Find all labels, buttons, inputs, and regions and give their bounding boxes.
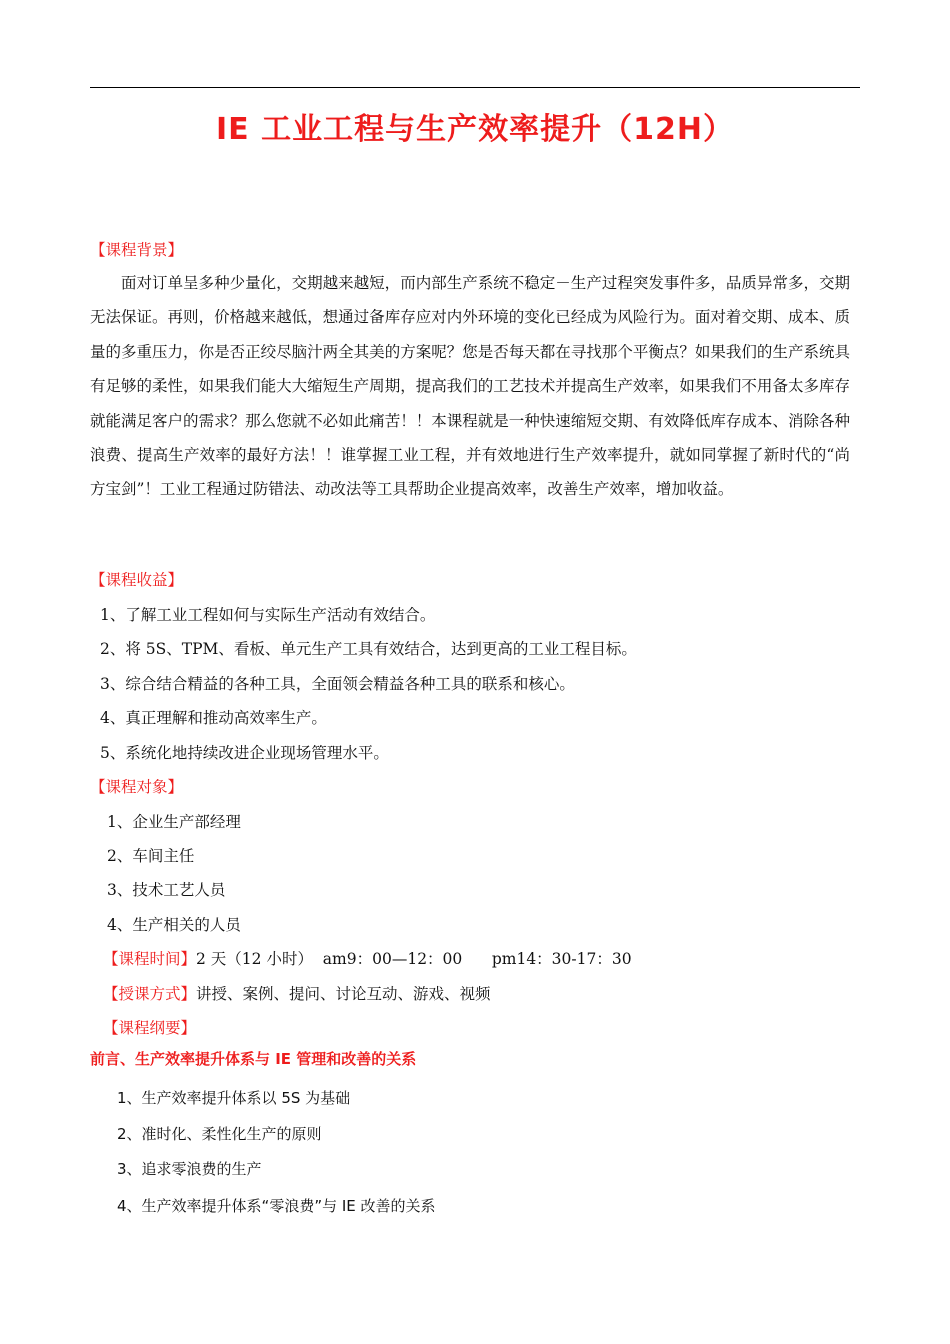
outline-item: 2、准时化、柔性化生产的原则 [117,1125,322,1143]
audience-item: 4、生产相关的人员 [107,916,241,934]
time-heading: 【课程时间】 [103,950,197,968]
method-line [103,982,491,1004]
time-line [103,947,632,969]
benefit-item: 2、将 5S、TPM、看板、单元生产工具有效结合，达到更高的工业工程目标。 [100,640,637,658]
audience-heading: 【课程对象】 [90,778,184,796]
outline-item: 3、追求零浪费的生产 [117,1160,262,1178]
time-value: 2 天（12 小时） am9：00—12：00 pm14：30-17：30 [196,950,632,968]
method-heading: 【授课方式】 [103,985,197,1003]
method-value: 讲授、案例、提问、讨论互动、游戏、视频 [196,985,491,1003]
benefit-item: 1、了解工业工程如何与实际生产活动有效结合。 [100,606,436,624]
outline-item: 1、生产效率提升体系以 5S 为基础 [117,1089,351,1107]
page-title: IE 工业工程与生产效率提升（12H） [216,112,734,147]
benefits-heading: 【课程收益】 [90,571,184,589]
outline-item: 4、生产效率提升体系“零浪费”与 IE 改善的关系 [117,1197,436,1215]
audience-item: 3、技术工艺人员 [107,881,226,899]
header-rule [90,87,860,88]
outline-heading: 【课程纲要】 [103,1019,197,1037]
benefit-item: 5、系统化地持续改进企业现场管理水平。 [100,744,389,762]
background-heading: 【课程背景】 [90,241,184,259]
audience-item: 2、车间主任 [107,847,195,865]
benefit-item: 3、综合结合精益的各种工具，全面领会精益各种工具的联系和核心。 [100,675,575,693]
benefit-item: 4、真正理解和推动高效率生产。 [100,709,327,727]
background-paragraph: 面对订单呈多种少量化，交期越来越短，而内部生产系统不稳定－生产过程突发事件多，品质异常多，交期无法保证。再则，价格越来越低，想通过备库存应对内外环境的变化已经成为风险行为。面对着交期、成本、质量的多重压力，你是否正绞尽脑汁两全其美的方案呢？您是否每天都在寻找那个平衡点？如果我们的生产系统具有足够的柔性，如果我们能大大缩短生产周期，提高我们的工艺技术并提高生产效率，如果我们不用备太多库存就能满足客户的需求？那么您就不必如此痛苦！！本课程就是一种快速缩短交期、有效降低库存成本、消除各种浪费、提高生产效率的最好方法！！谁掌握工业工程，并有效地进行生产效率提升，就如同掌握了新时代的“尚方宝剑”！工业工程通过防错法、动改法等工具帮助企业提高效率，改善生产效率，增加收益。 [90,274,850,499]
audience-item: 1、企业生产部经理 [107,813,241,831]
preface-title: 前言、生产效率提升体系与 IE 管理和改善的关系 [90,1050,417,1068]
